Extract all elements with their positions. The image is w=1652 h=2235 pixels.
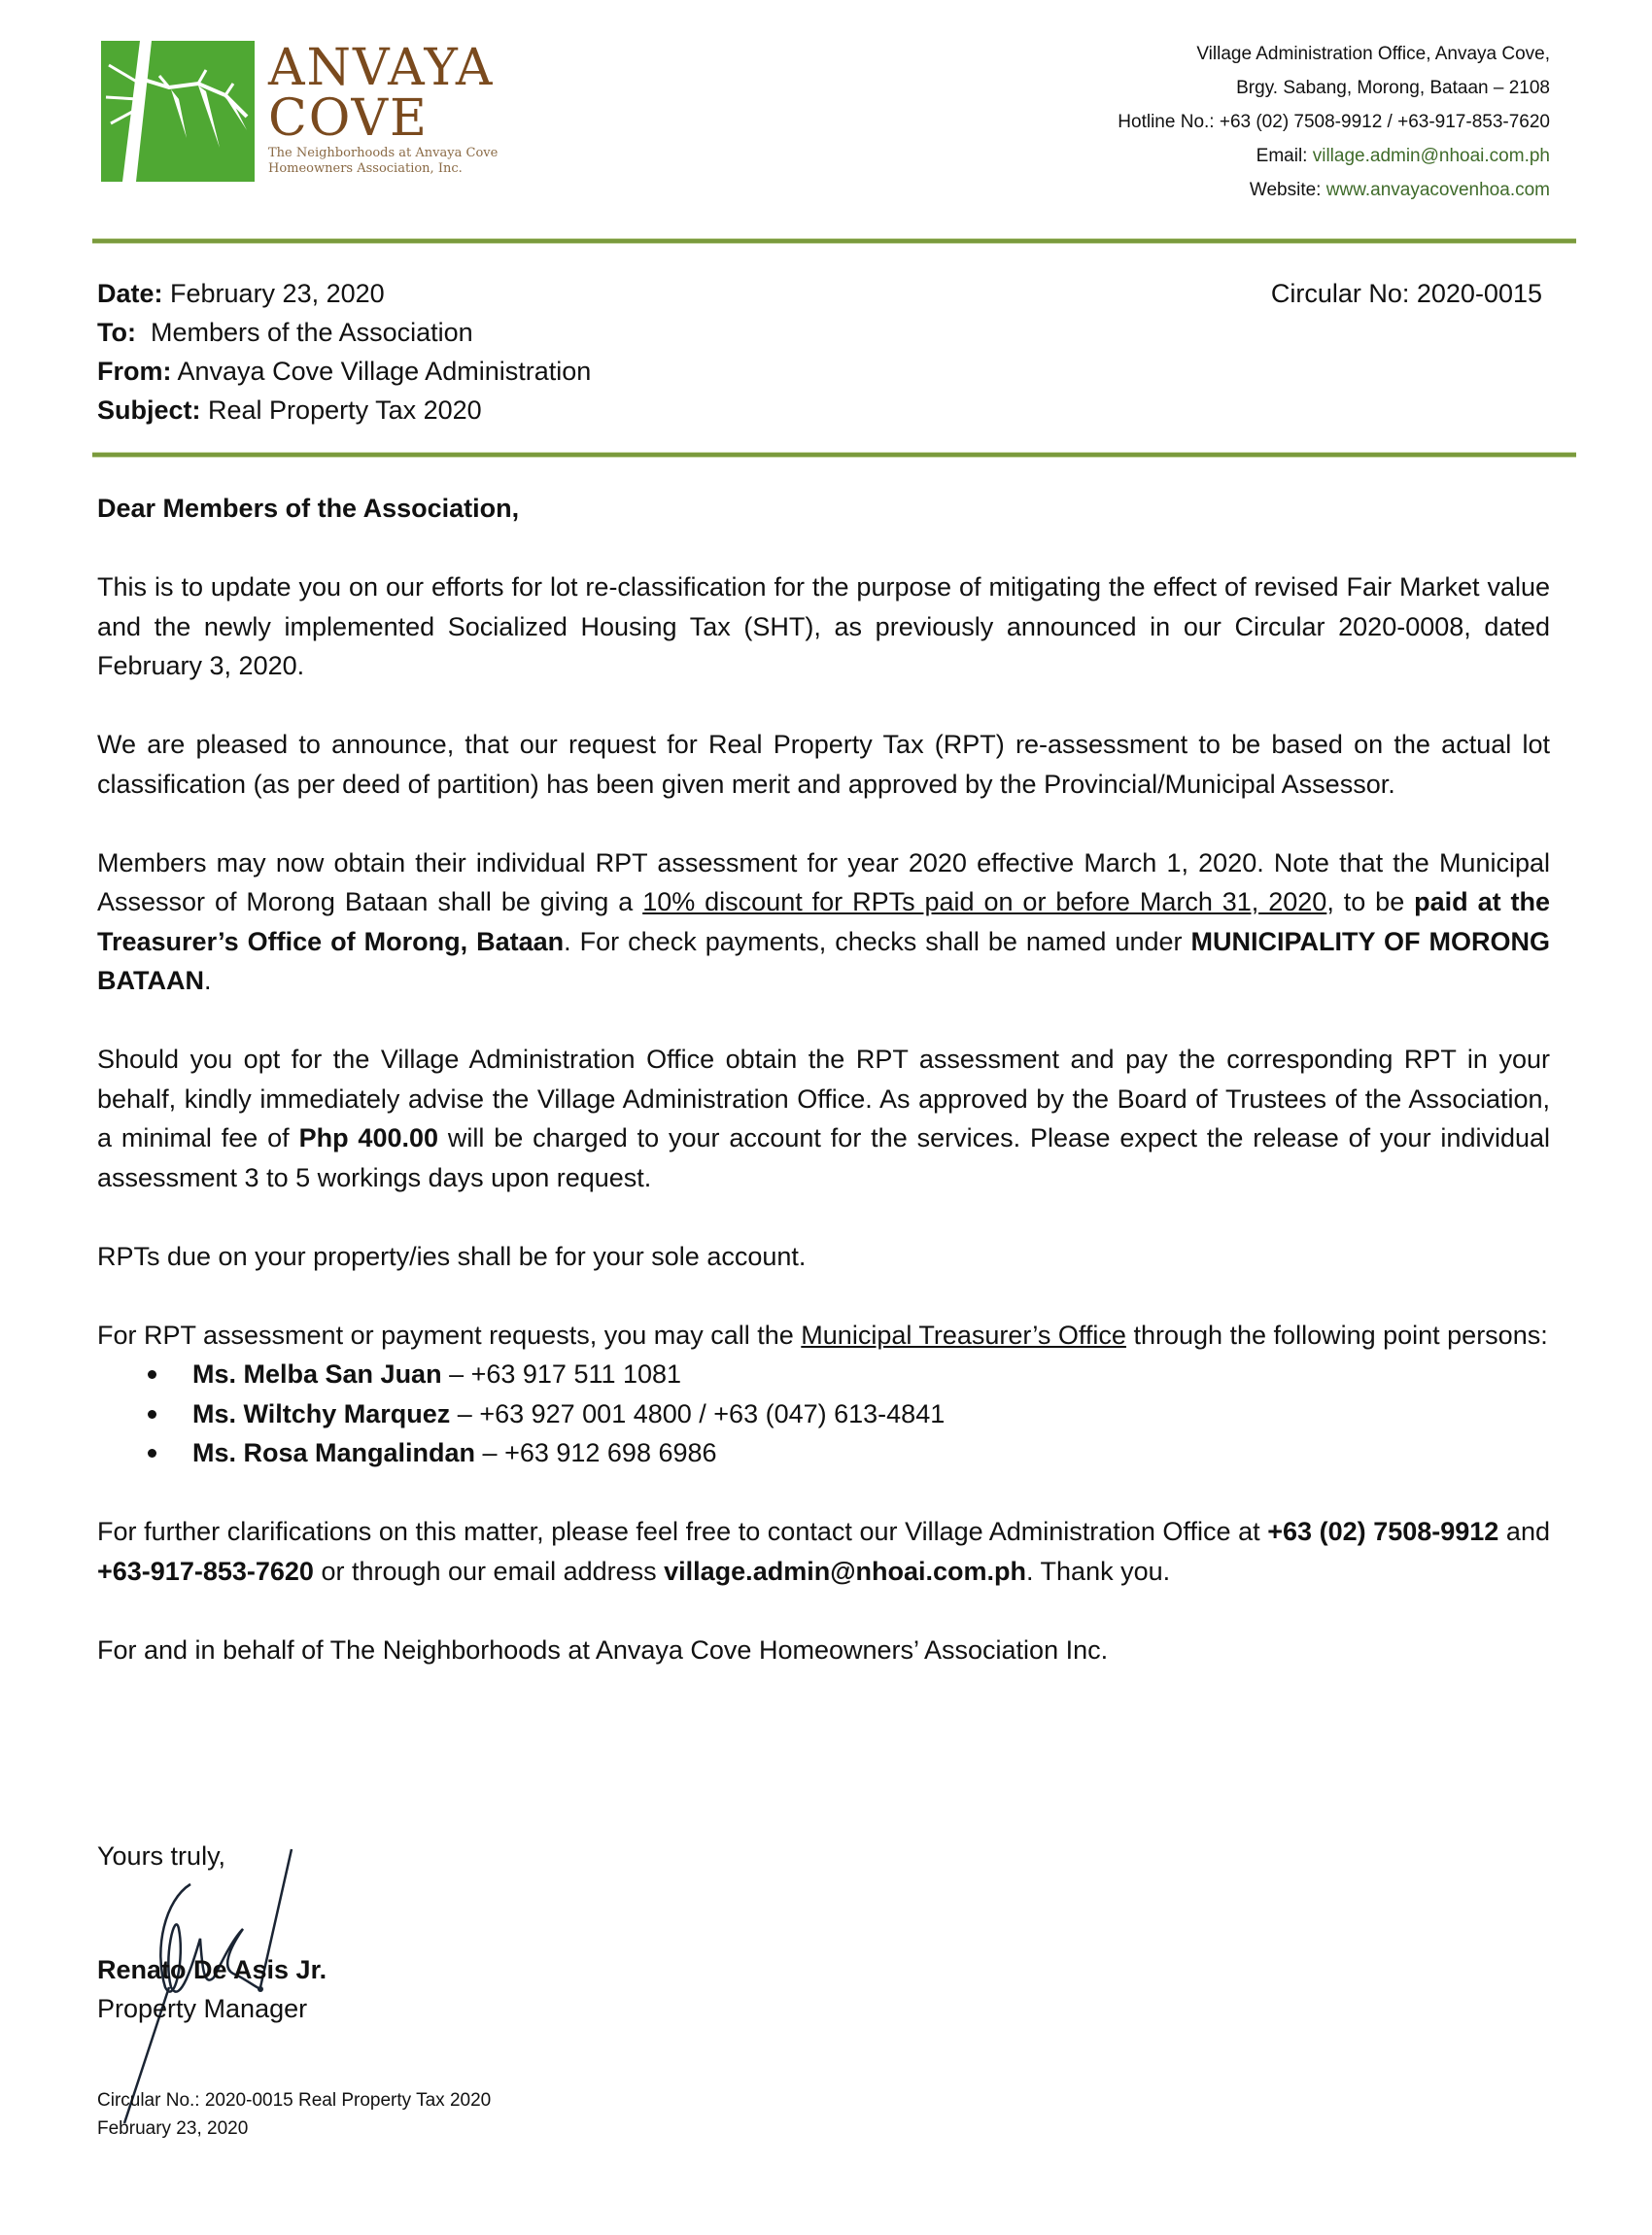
signatory-name: Renato De Asis Jr. — [97, 1955, 327, 1984]
text: For further clarifications on this matter, please feel free to contact our Village Administration Office at — [97, 1517, 1268, 1546]
text: For RPT assessment or payment requests, you may call the — [97, 1320, 802, 1350]
text: will be charged to your account for the services. Please expect the release of your individual assessment 3 to 5 workings days upon request. — [97, 1123, 1551, 1192]
address-line-2: Brgy. Sabang, Morong, Bataan – 2108 — [1236, 78, 1550, 98]
contact-item — [148, 1355, 1550, 1394]
memo-date — [97, 274, 591, 313]
payment-location: paid at the Treasurer’s Office of Morong, Bataan — [97, 887, 1550, 956]
logo-word-cove: COVE — [268, 89, 430, 148]
contact-item — [148, 1433, 1550, 1473]
text: , to be — [1326, 887, 1415, 916]
website-label: Website: — [1249, 180, 1326, 200]
email-link[interactable]: village.admin@nhoai.com.ph — [1312, 146, 1550, 166]
date-label: Date: — [97, 279, 163, 308]
date-value: February 23, 2020 — [162, 279, 385, 308]
document-footer — [97, 2086, 491, 2143]
contact-phone: – +63 917 511 1081 — [441, 1359, 682, 1389]
signatory — [97, 1950, 327, 2028]
from-value: Anvaya Cove Village Administration — [171, 357, 592, 386]
paragraph-clarifications — [97, 1512, 1550, 1591]
text: . For check payments, checks shall be named under — [564, 926, 1191, 956]
footer-circular: Circular No.: 2020-0015 Real Property Tax 2020 — [97, 2090, 492, 2111]
header-divider — [92, 239, 1576, 243]
greeting: Dear Members of the Association, — [97, 494, 520, 523]
memo-subject — [97, 391, 591, 430]
text: Members may now obtain their individual RPT assessment for year 2020 effective March 1, 2020. Note that the Municipal Assessor of Morong Bataan shall be giving a — [97, 847, 1550, 916]
text: through the following point persons: — [1125, 1320, 1548, 1350]
contact-phone: – +63 912 698 6986 — [475, 1438, 717, 1467]
memo-to — [97, 313, 591, 352]
office-email: village.admin@nhoai.com.ph — [664, 1556, 1027, 1586]
paragraph-update: This is to update you on our efforts for lot re-classification for the purpose of mitigating the effect of revised Fair Market value and the newly implemented Socialized Housing Tax (SHT), as previously announced in our Circular 2020-0008, dated February 3, 2020. — [97, 572, 1550, 680]
treasurer-office: Municipal Treasurer’s Office — [801, 1320, 1126, 1350]
closing: Yours truly, — [97, 1841, 226, 1871]
website-link[interactable]: www.anvayacovenhoa.com — [1325, 180, 1550, 200]
contact-name: Ms. Rosa Mangalindan — [192, 1438, 476, 1467]
memo-divider — [92, 453, 1576, 457]
signatory-title: Property Manager — [97, 1994, 308, 2023]
logo-subtitle — [268, 146, 560, 177]
organization-logo — [101, 41, 548, 187]
contact-name: Ms. Wiltchy Marquez — [192, 1398, 451, 1428]
contact-phone: – +63 927 001 4800 / +63 (047) 613-4841 — [450, 1398, 946, 1428]
hotline: Hotline No.: +63 (02) 7508-9912 / +63-917-853-7620 — [1118, 112, 1550, 132]
text: or through our email address — [313, 1556, 665, 1586]
contact-item — [148, 1394, 1550, 1434]
circular-number: Circular No: 2020-0015 — [1270, 279, 1542, 308]
paragraph-announcement: We are pleased to announce, that our request for Real Property Tax (RPT) re-assessment to be based on the actual lot classification (as per deed of partition) has been given merit and approved by the Provincial/Municipal Assessor. — [97, 730, 1550, 799]
logo-word-anvaya: ANVAYA — [268, 39, 495, 97]
text: . — [203, 966, 212, 995]
website-line — [1118, 173, 1550, 207]
email-line — [1118, 139, 1550, 173]
office-phone: +63 (02) 7508-9912 — [1267, 1517, 1499, 1546]
paragraph-assessment — [97, 843, 1550, 1001]
paragraph-behalf: For and in behalf of The Neighborhoods at Anvaya Cove Homeowners’ Association Inc. — [97, 1634, 1109, 1665]
paragraph-point-persons — [97, 1316, 1550, 1356]
from-label: From: — [97, 357, 172, 386]
text: and — [1498, 1517, 1550, 1546]
to-label: To: — [97, 318, 136, 347]
office-mobile: +63-917-853-7620 — [97, 1556, 314, 1586]
letterhead-address — [1118, 37, 1550, 207]
to-value: Members of the Association — [135, 318, 473, 347]
letter-body — [97, 489, 1550, 1709]
paragraph-service-fee — [97, 1040, 1550, 1197]
memo-header — [97, 274, 591, 430]
subject-label: Subject: — [97, 395, 201, 425]
contact-list — [97, 1355, 1550, 1473]
service-fee: Php 400.00 — [298, 1123, 439, 1152]
bamboo-icon — [101, 41, 255, 182]
subject-value: Real Property Tax 2020 — [200, 395, 482, 425]
text: Should you opt for the Village Administration Office obtain the RPT assessment and pay the corresponding RPT in your behalf, kindly immediately advise the Village Administration Office. As approved by the Board of Trustees of the Association, a minimal fee of — [97, 1045, 1550, 1152]
text: . Thank you. — [1026, 1556, 1171, 1586]
logo-subtitle-line1: The Neighborhoods at Anvaya Cove — [268, 146, 499, 160]
contact-name: Ms. Melba San Juan — [192, 1359, 442, 1389]
footer-date: February 23, 2020 — [97, 2118, 249, 2139]
memo-from — [97, 352, 591, 391]
email-label: Email: — [1256, 146, 1313, 166]
discount-note: 10% discount for RPTs paid on or before March 31, 2020 — [642, 887, 1327, 916]
check-payee: MUNICIPALITY OF MORONG BATAAN — [97, 926, 1551, 995]
spacer — [97, 1473, 1550, 1513]
paragraph-sole-account: RPTs due on your property/ies shall be for your sole account. — [97, 1241, 807, 1271]
logo-subtitle-line2: Homeowners Association, Inc. — [268, 161, 463, 176]
address-line-1: Village Administration Office, Anvaya Cove, — [1196, 44, 1550, 64]
